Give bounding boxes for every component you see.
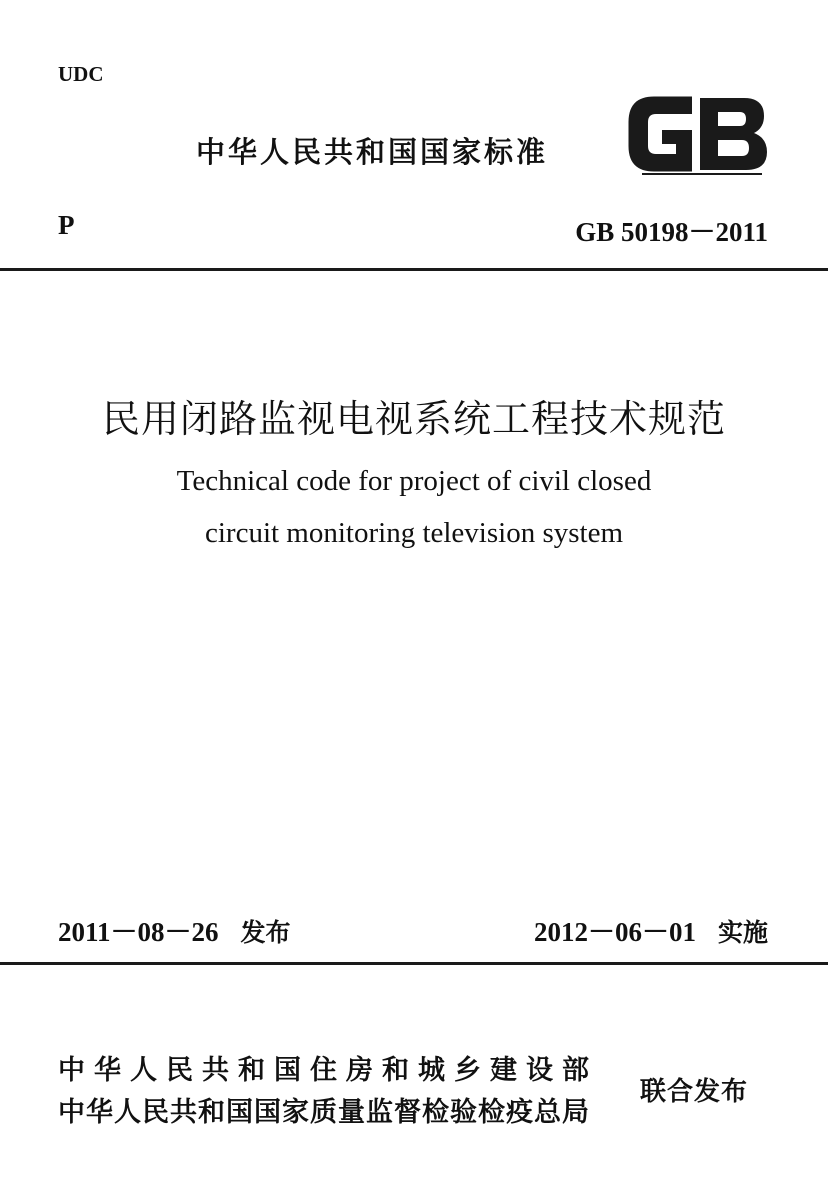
udc-label: UDC — [58, 62, 104, 86]
top-divider — [0, 268, 828, 271]
issuer-aqsiq: 中华人民共和国国家质量监督检验检疫总局 — [58, 1097, 590, 1128]
standard-number: GB 50198－2011 — [575, 217, 768, 247]
effective-date: 2012－06－01 — [533, 917, 696, 947]
publish-label: 发布 — [240, 918, 291, 947]
publish-date: 2011－08－26 — [58, 917, 219, 947]
publish-date-block — [58, 910, 291, 949]
effective-label: 实施 — [717, 918, 768, 947]
issuer-ministry: 中华人民共和国住房和城乡建设部 — [58, 1055, 598, 1086]
joint-issue-label: 联合发布 — [640, 1077, 749, 1107]
title-english-line2: circuit monitoring television system — [204, 517, 624, 549]
effective-date-block — [534, 910, 768, 949]
bottom-divider — [0, 962, 828, 965]
title-english-line1: Technical code for project of civil closed — [176, 465, 652, 497]
gb-logo — [622, 88, 772, 178]
classification-code: P — [58, 210, 75, 240]
title-chinese: 民用闭路监视电视系统工程技术规范 — [101, 397, 726, 441]
standard-type-title: 中华人民共和国国家标准 — [196, 135, 549, 169]
